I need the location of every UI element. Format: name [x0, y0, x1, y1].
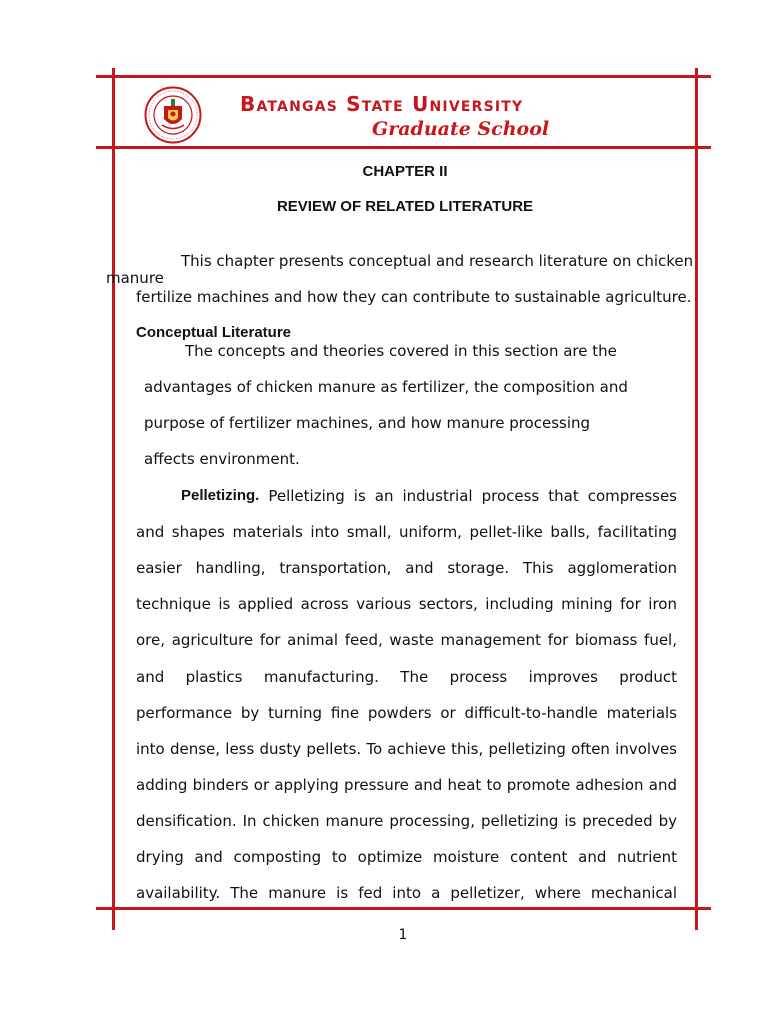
- pelletizing-first-line: [181, 487, 677, 505]
- pelletizing-line-6: and plastics manufacturing. The process improves product: [136, 668, 677, 686]
- bottom-border-line: [96, 907, 711, 910]
- pelletizing-line-12: availability. The manure is fed into a pelletizer, where mechanical: [136, 884, 677, 902]
- conceptual-literature-heading: Conceptual Literature: [136, 324, 292, 341]
- intro-line-1: This chapter presents conceptual and research literature on chicken: [181, 252, 694, 270]
- chapter-number: CHAPTER II: [362, 163, 448, 180]
- pelletizing-term: Pelletizing.: [181, 487, 260, 504]
- university-seal-icon: [144, 86, 202, 144]
- pelletizing-line-2: and shapes materials into small, uniform, pellet-like balls, facilitating: [136, 523, 677, 541]
- pelletizing-first-line-rest: Pelletizing is an industrial process that compresses: [268, 487, 677, 505]
- conceptual-line-3: purpose of fertilizer machines, and how manure processing: [144, 414, 591, 432]
- chapter-title: REVIEW OF RELATED LITERATURE: [276, 198, 534, 215]
- pelletizing-line-5: ore, agriculture for animal feed, waste management for biomass fuel,: [136, 631, 677, 649]
- conceptual-line-1: The concepts and theories covered in this section are the: [185, 342, 617, 360]
- pelletizing-line-4: technique is applied across various sectors, including mining for iron: [136, 595, 677, 613]
- pelletizing-line-11: drying and composting to optimize moisture content and nutrient: [136, 848, 677, 866]
- pelletizing-line-10: densification. In chicken manure processing, pelletizing is preceded by: [136, 812, 677, 830]
- header-bottom-line: [96, 146, 711, 149]
- conceptual-line-4: affects environment.: [144, 450, 300, 468]
- pelletizing-line-8: into dense, less dusty pellets. To achieve this, pelletizing often involves: [136, 740, 677, 758]
- intro-line-3: fertilize machines and how they can contribute to sustainable agriculture.: [136, 288, 692, 306]
- pelletizing-line-7: performance by turning fine powders or difficult-to-handle materials: [136, 704, 677, 722]
- pelletizing-line-3: easier handling, transportation, and storage. This agglomeration: [136, 559, 677, 577]
- conceptual-line-2: advantages of chicken manure as fertilizer, the composition and: [144, 378, 628, 396]
- intro-line-2: manure: [106, 269, 164, 287]
- pelletizing-line-9: adding binders or applying pressure and heat to promote adhesion and: [136, 776, 677, 794]
- graduate-school-label: Graduate School: [372, 118, 550, 140]
- page-number: 1: [398, 927, 408, 943]
- top-border-line: [96, 75, 711, 78]
- university-name: Batangas State University: [240, 92, 524, 116]
